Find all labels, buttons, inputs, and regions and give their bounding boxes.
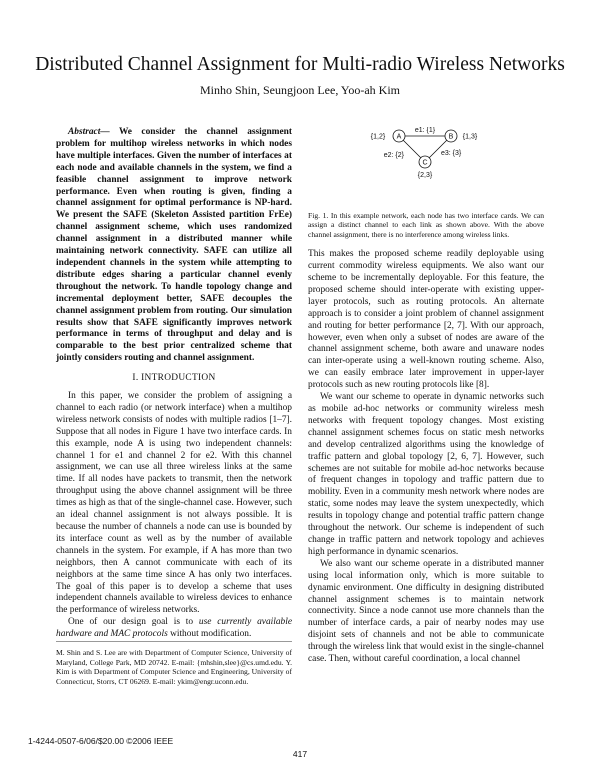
edge-e1-label: e1: {1} — [414, 127, 436, 134]
abstract — [56, 127, 292, 365]
page-number: 417 — [292, 749, 308, 759]
node-c-channels: {2,3} — [417, 172, 433, 179]
intro-paragraph-1: In this paper, we consider the problem of assigning a channel to each radio (or network interface) when a multihop wireless network consists of nodes with multiple radios [1–7]. Suppose that all nodes in Figure 1 have two interface cards. In this example, node A is using two independent channels: channel 1 for e1 and channel 2 for e2. With this channel assignment, we can use all three wireless links at the same time. If all nodes have packets to transmit, then the network throughput using the above channel assignment will be three times as high as that of the single-channel case. However, such an ideal channel assignment is not always possible. It is because the number of channels a node can use is bounded by its interface count as well as by the number of available channels in the system. For example, if A has more than two neighbors, then A cannot communicate with each of its neighbors at the same time since A has only two interfaces. The goal of this paper is to develop a scheme that uses independent channels available to wireless devices to enhance the performance of wireless networks. — [56, 391, 293, 616]
paper-title: Distributed Channel Assignment for Multi-radio Wireless Networks — [35, 54, 565, 75]
intro-p2-start: One of our design goal is to — [68, 617, 199, 628]
abstract-lead: Abstract — [68, 127, 101, 137]
paper-authors: Minho Shin, Seungjoon Lee, Yoo-ah Kim — [199, 83, 400, 97]
right-paragraph-3: We also want our scheme operate in a distributed manner using local information only, which is more suitable to dynamic environment. One difficulty in designing distributed channel assignment schemes is to maintain network connectivity. Since a node cannot use more channels than the number of interface cards, a pair of nearby nodes may use disjoint sets of channels and not be able to communicate through the wireless link that would exist in the single-channel case. Then, without careful coordination, a local channel — [308, 558, 544, 665]
network-diagram — [308, 127, 544, 211]
right-column — [308, 127, 544, 666]
node-a-channels: {1,2} — [370, 133, 386, 141]
intro-p2-end: without modification. — [167, 629, 252, 640]
author-footnote: M. Shin and S. Lee are with Department of Computer Science, University of Maryland, College Park, MD 20742. E-mail: {mhshin,slee}@cs.umd.edu. Y. Kim is with Department of Computer Science and Engineering, University of Connecticut, Storrs, CT 06269. E-mail: ykim@engr.uconn.edu. — [56, 641, 292, 686]
intro-paragraph-2 — [56, 617, 292, 641]
node-c-label: C — [422, 159, 428, 167]
intro-p2-emphasis: use currently available hardware and MAC protocols — [56, 617, 292, 640]
node-a-label: A — [396, 133, 402, 141]
edge-e2-label: e2: {2} — [383, 152, 404, 159]
intro-heading: I. INTRODUCTION — [132, 373, 216, 384]
edge-e3-label: e3: {3} — [441, 150, 462, 157]
right-paragraph-1: This makes the proposed scheme readily deployable using current commodity wireless equipments. We also want our scheme to be incrementally deployable. For this feature, the proposed scheme should inter-operate with existing upper-layer protocols, such as routing protocols. An alternate approach is to consider a joint problem of channel assignment and routing for better performance [2, 7]. With our approach, however, even when only a subset of nodes are aware of the channel assignment scheme, both aware and unaware nodes can inter-operate using a well-known routing scheme. Also, we can easily embrace later improvement in upper-layer protocols such as new routing protocols like [8]. — [308, 249, 544, 391]
figure-1-caption: Fig. 1. In this example network, each node has two interface cards. We can assign a distinct channel to each link as shown above. With the above channel assignment, there is no interference among wireless links. — [308, 211, 544, 239]
abstract-text: — We consider the channel assignment problem for multihop wireless networks in which nodes have multiple interfaces. Given the number of interfaces at each node and available channels in the system, we find a feasible channel assignment to improve network performance. Even when routing is given, finding a channel assignment for optimal performance is NP-hard. We present the SAFE (Skeleton Assisted partition FrEe) channel assignment scheme, which uses randomized channel assignment in a distributed manner while maintaining network connectivity. SAFE can utilize all independent channels in the system while attempting to distribute edges sharing a particular channel evenly throughout the network. To handle topology change and incremental deployment better, SAFE decouples the channel assignment problem from routing. Our simulation results show that SAFE significantly improves network performance in terms of throughput and delay and is comparable to the best prior centralized scheme that jointly considers routing and channel assignment. — [56, 127, 292, 364]
isbn-copyright: 1-4244-0507-6/06/$20.00 ©2006 IEEE — [28, 736, 174, 746]
right-paragraph-2: We want our scheme to operate in dynamic networks such as mobile ad-hoc networks or community wireless mesh networks with frequent topology changes. Most existing channel assignment schemes focus on static mesh networks and develop centralized algorithms using the knowledge of traffic pattern and global topology [2, 6, 7]. However, such schemes are not suitable for mobile ad-hoc networks because of frequent changes in topology and traffic pattern due to mobility. Even in a community mesh network where nodes are static, some nodes may leave the system unexpectedly, which results in topology change and potential traffic pattern change throughout the network. Our scheme is independent of such change in traffic pattern and network topology and achieves high performance in dynamic scenarios. — [308, 392, 544, 557]
left-column — [56, 127, 292, 686]
figure-1-network — [308, 127, 544, 211]
node-b-channels: {1,3} — [462, 133, 478, 141]
node-b-label: B — [448, 133, 454, 141]
